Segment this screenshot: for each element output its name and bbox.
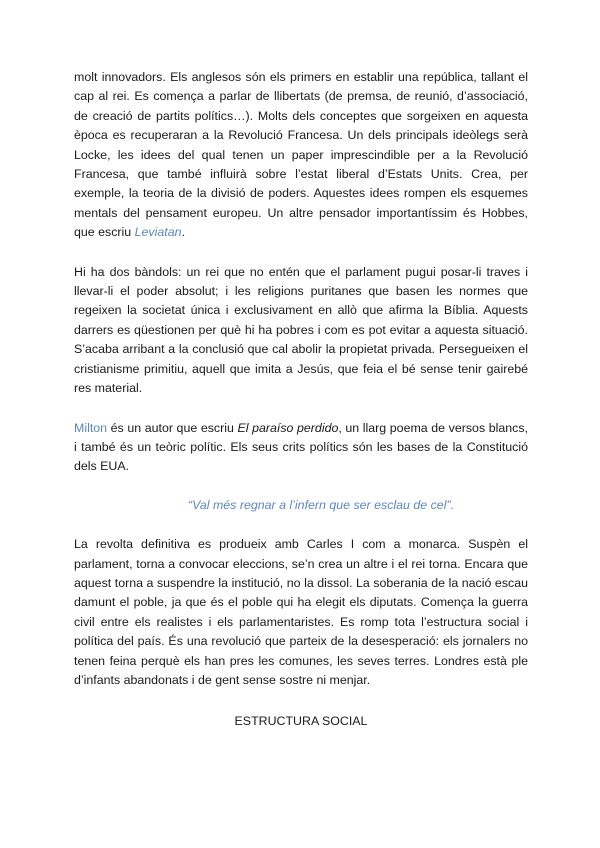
paragraph-1-text: molt innovadors. Els anglesos són els primers en establir una república, tallant el cap al rei. Es comença a parlar de llibertats (de premsa, de reunió, d’associació, de creació de partits polítics…). Molts dels conceptes que sorgeixen en aquesta època es recuperaran a la Revolució Francesa. Un dels principals ideòlegs serà Locke, les idees del qual tenen un paper imprescindible per a la Revolució Francesa, que també influirà sobre l’estat liberal d’Estats Units. Crea, per exemple, la teoria de la divisió de poders. Aquestes idees rompen els esquemes mentals del pensament europeu. Un altre pensador importantíssim és Hobbes, que escriu [74,70,528,240]
document-page [74,68,528,732]
leviatan-link[interactable]: Leviatan [134,225,182,240]
paragraph-1-end: . [181,225,185,240]
section-heading-estructura-social: ESTRUCTURA SOCIAL [234,714,368,729]
quote-milton: “Val més regnar a l’infern que ser esclau de cel”. [187,497,455,512]
milton-link[interactable]: Milton [74,420,108,435]
paragraph-3-end: , un llarg poema de versos blancs, i també és un teòric polític. Els seus crits polítics són les bases de la Constitució dels EUA. [74,420,528,474]
paragraph-milton [74,419,528,477]
paragraph-two-sides: Hi ha dos bàndols: un rei que no entén que el parlament pugui posar-li traves i llevar-li el poder absolut; i les religions puritanes que basen les normes que regeixen la societat única i exclusivament en allò que afirma la Bíblia. Aquests darrers es qüestionen per què hi ha pobres i com es pot evitar a aquesta situació. S’acaba arribant a la conclusió que cal abolir la propietat privada. Persegueixen el cristianisme primitiu, aquell que imita a Jesús, que feia el bé sense tenir gairebé res material. [74,264,528,396]
paragraph-locke-hobbes [74,68,528,243]
paragraph-3-middle: és un autor que escriu [107,420,238,435]
book-title: El paraíso perdido [237,420,339,435]
paragraph-carles-i: La revolta definitiva es produeix amb Carles I com a monarca. Suspèn el parlament, torna a convocar eleccions, se’n crea un altre i el rei torna. Encara que aquest torna a suspendre la institució, no la dissol. La soberania de la nació escau damunt el poble, ja que és el poble qui ha elegit els diputats. Comença la guerra civil entre els realistes i els parlamentaristes. Es romp tota l’estructura social i política del país. És una revolució que parteix de la desesperació: els jornalers no tenen feina perquè els han pres les comunes, les seves terres. Londres està ple d’infants abandonats i de gent sense sostre ni menjar. [74,537,528,687]
